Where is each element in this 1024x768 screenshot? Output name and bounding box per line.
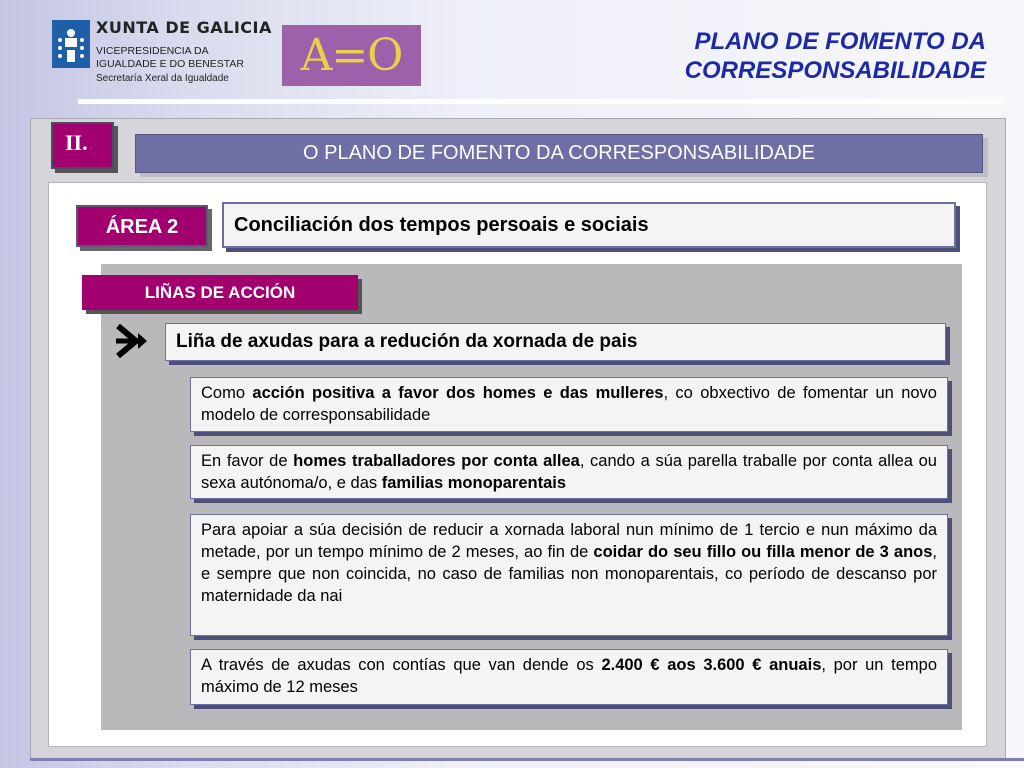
section-title-bar: O PLANO DE FOMENTO DA CORRESPONSABILIDADE [135,134,983,173]
area-title: Conciliación dos tempos persoais e sociais [222,202,956,248]
action-detail-paragraph [190,649,948,705]
page-title-line-2: CORRESPONSABILIDADE [684,57,986,84]
paragraph-text: A través de axudas con contías que van dende os [201,656,602,674]
page-title [566,27,986,85]
org-subtitle-1: VICEPRESIDENCIA DA [96,45,209,57]
paragraph-bold-text: homes traballadores por conta allea [293,452,580,470]
action-detail-paragraph [190,377,948,432]
area-badge: ÁREA 2 [76,205,208,247]
paragraph-text: , e sempre que non coincida, no caso de familias non monoparentais, co período de descanso por maternidade da nai [201,543,937,605]
paragraph-text: , por un tempo máximo de 12 meses [201,656,937,696]
page-title-line-1: PLANO DE FOMENTO DA [694,28,986,55]
equality-logo: A=O [282,25,421,86]
action-lines-badge: LIÑAS DE ACCIÓN [82,275,358,310]
org-subtitle-2: IGUALDADE E DO BENESTAR [96,58,245,70]
footer-divider [30,758,1024,761]
paragraph-bold-text: familias monoparentais [381,474,567,492]
paragraph-bold-text: acción positiva a favor dos homes e das mulleres [252,384,664,402]
paragraph-text: , cando a súa parella traballe por conta allea ou sexa autónoma/o, e das [201,452,937,492]
paragraph-text: Para apoiar a súa decisión de reducir a xornada laboral nun mínimo de 1 tercio e nun máximo da metade, por un tempo mínimo de 2 meses, ao fin de [201,521,937,561]
action-detail-paragraph [190,445,948,499]
paragraph-text: Como [201,384,253,402]
org-name: XUNTA DE GALICIA [96,18,272,37]
action-line-title: Liña de axudas para a redución da xornada de pais [165,323,946,361]
xunta-shield-logo [52,20,90,68]
paragraph-text: , co obxectivo de fomentar un novo modelo de corresponsabilidade [201,384,937,424]
header-divider [78,99,1003,104]
paragraph-bold-text: 2.400 € aos 3.600 € anuais [601,656,822,674]
org-subtitle-3: Secretaría Xeral da Igualdade [96,73,229,84]
paragraph-bold-text: coidar do seu fillo ou filla menor de 3 anos [593,543,933,561]
section-number-badge: II. [51,122,114,169]
arrow-right-icon [114,320,150,362]
action-detail-paragraph [190,514,948,636]
paragraph-text: En favor de [201,452,294,470]
shield-icon [52,20,90,68]
